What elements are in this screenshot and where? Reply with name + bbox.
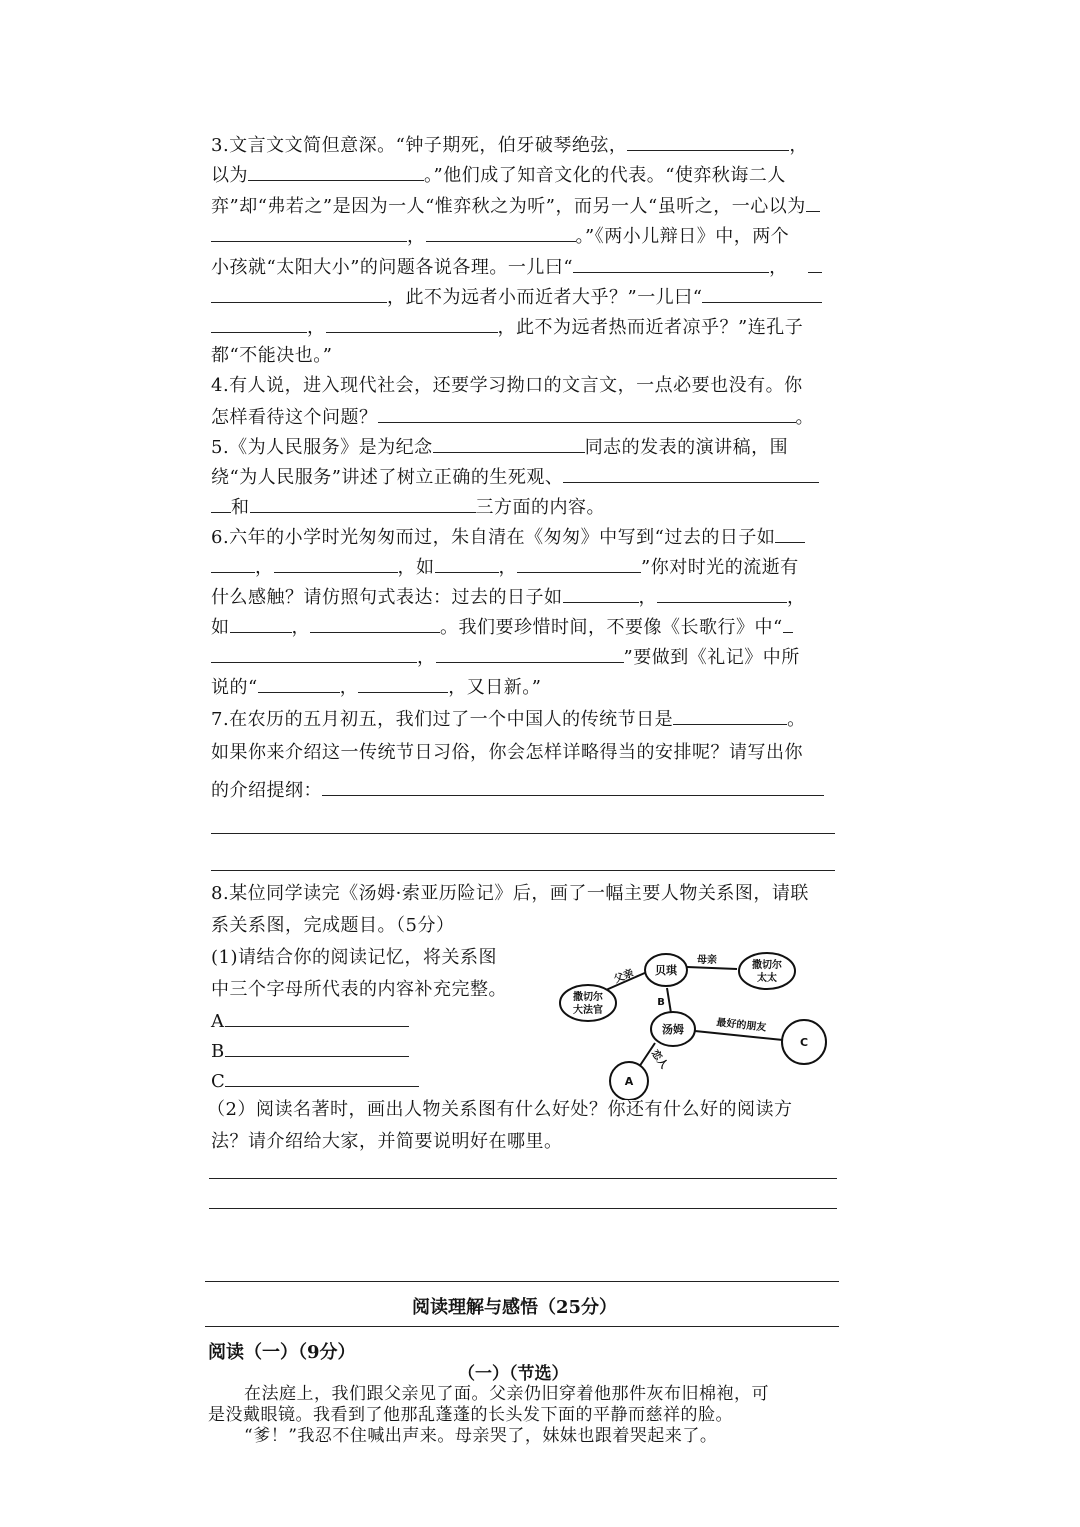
answer-blank[interactable] xyxy=(378,404,796,423)
q8-answer-a: A xyxy=(211,1008,409,1034)
answer-blank[interactable] xyxy=(211,284,387,303)
answer-blank[interactable] xyxy=(211,314,307,333)
node-judge-label-2: 大法官 xyxy=(573,1005,603,1016)
edge-lover-label: 恋人 xyxy=(648,1048,670,1071)
q8-line-2: 系关系图，完成题目。（5分） xyxy=(211,915,455,936)
node-a-label: A xyxy=(624,1075,634,1088)
answer-line[interactable] xyxy=(209,1208,837,1209)
answer-blank[interactable] xyxy=(274,554,398,573)
answer-blank[interactable] xyxy=(230,614,292,633)
edge-friend-label: 最好的朋友 xyxy=(715,1017,767,1034)
answer-blank[interactable] xyxy=(783,614,793,633)
answer-blank[interactable] xyxy=(673,706,787,725)
q6-line-5: ， ”要做到《礼记》中所 xyxy=(211,644,800,670)
q3-line-5: 小孩就“太阳大小”的问题各说各理。一儿曰“ ， xyxy=(211,254,822,280)
q5-line-1: 5.《为人民服务》是为纪念 同志的发表的演讲稿，围 xyxy=(211,434,788,460)
q8-answer-c: C xyxy=(211,1068,419,1094)
answer-blank[interactable] xyxy=(250,494,476,513)
answer-blank[interactable] xyxy=(211,223,407,242)
section-bottom-rule xyxy=(205,1326,839,1327)
node-mrs-label-1: 撒切尔 xyxy=(752,960,782,971)
edge-mother xyxy=(687,967,737,969)
q6-line-1: 6.六年的小学时光匆匆而过，朱自清在《匆匆》中写到“过去的日子如 xyxy=(211,524,805,550)
q8-line-1: 8.某位同学读完《汤姆·索亚历险记》后，画了一幅主要人物关系图，请联 xyxy=(211,883,809,904)
node-mrs-label-2: 太太 xyxy=(757,973,777,984)
q8-part1-line-1: (1)请结合你的阅读记忆，将关系图 xyxy=(211,947,497,968)
q3-line-4: ， 。”《两小儿辩日》中，两个 xyxy=(211,223,789,249)
answer-blank-b[interactable] xyxy=(225,1038,409,1057)
answer-line[interactable] xyxy=(209,1178,837,1179)
edge-mother-label: 母亲 xyxy=(697,955,717,966)
answer-blank[interactable] xyxy=(808,254,822,273)
answer-blank[interactable] xyxy=(433,434,585,453)
q3-line-6: ，此不为远者小而近者大乎？”一儿曰“ xyxy=(211,284,822,310)
answer-line[interactable] xyxy=(211,870,835,871)
answer-blank[interactable] xyxy=(211,554,255,573)
answer-blank[interactable] xyxy=(358,674,448,693)
answer-blank[interactable] xyxy=(657,584,787,603)
answer-blank[interactable] xyxy=(435,554,499,573)
answer-blank[interactable] xyxy=(326,314,498,333)
q4-line-1: 4.有人说，进入现代社会，还要学习拗口的文言文，一点必要也没有。你 xyxy=(211,375,803,396)
answer-blank[interactable] xyxy=(806,193,820,212)
answer-blank[interactable] xyxy=(310,614,440,633)
answer-blank[interactable] xyxy=(775,524,805,543)
answer-blank-c[interactable] xyxy=(225,1068,419,1087)
q5-line-3: 和 三方面的内容。 xyxy=(211,494,605,520)
answer-blank[interactable] xyxy=(563,584,639,603)
q3-line-2: 以为 。”他们成了知音文化的代表。“使弈秋诲二人 xyxy=(211,162,786,188)
answer-blank[interactable] xyxy=(211,494,231,513)
q3-line-8: 都“不能决也。” xyxy=(211,345,333,366)
passage-line-3: “爹！”我忍不住喊出声来。母亲哭了，妹妹也跟着哭起来了。 xyxy=(244,1426,718,1446)
answer-line[interactable] xyxy=(211,833,835,834)
edge-b xyxy=(667,988,671,1013)
answer-blank[interactable] xyxy=(322,777,824,796)
q7-line-3: 的介绍提纲： xyxy=(211,777,824,803)
answer-blank[interactable] xyxy=(702,284,822,303)
edge-father-label: 父亲 xyxy=(612,967,636,986)
q6-line-3: 什么感触？请仿照句式表达：过去的日子如 ， ， xyxy=(211,584,806,610)
answer-blank[interactable] xyxy=(627,132,789,151)
q6-line-2: ， ，如 ， ”你对时光的流逝有 xyxy=(211,554,799,580)
answer-blank[interactable] xyxy=(573,254,769,273)
node-c-label: C xyxy=(799,1036,809,1049)
character-relationship-diagram xyxy=(555,945,835,1100)
edge-friend xyxy=(695,1031,783,1040)
passage-line-2: 是没戴眼镜。我看到了他那乱蓬蓬的长头发下面的平静而慈祥的脸。 xyxy=(208,1405,733,1425)
node-tom-label: 汤姆 xyxy=(662,1023,684,1036)
answer-blank[interactable] xyxy=(436,644,624,663)
section-top-rule xyxy=(205,1281,839,1282)
q8-part2-line-1: （2）阅读名著时，画出人物关系图有什么好处？你还有什么好的阅读方 xyxy=(207,1099,793,1120)
node-becky-label: 贝琪 xyxy=(655,964,677,977)
q3-line-1: 3.文言文文简但意深。“钟子期死，伯牙破琴绝弦， ， xyxy=(211,132,808,158)
q4-line-2: 怎样看待这个问题？ 。 xyxy=(211,404,814,430)
node-judge-label-1: 撒切尔 xyxy=(573,992,603,1003)
q3-line-7: ， ，此不为远者热而近者凉乎？”连孔子 xyxy=(211,314,803,340)
q7-line-1: 7.在农历的五月初五，我们过了一个中国人的传统节日是 。 xyxy=(211,706,806,732)
answer-blank-a[interactable] xyxy=(225,1008,409,1027)
passage-line-1: 在法庭上，我们跟父亲见了面。父亲仍旧穿着他那件灰布旧棉袍，可 xyxy=(244,1384,769,1404)
edge-b-label: B xyxy=(657,997,665,1008)
q8-answer-b: B xyxy=(211,1038,409,1064)
answer-blank[interactable] xyxy=(426,223,576,242)
answer-blank[interactable] xyxy=(517,554,641,573)
passage-title: （一）（节选） xyxy=(458,1364,569,1384)
q8-part2-line-2: 法？请介绍给大家，并简要说明好在哪里。 xyxy=(211,1131,563,1152)
answer-blank[interactable] xyxy=(248,162,424,181)
reading-heading: 阅读（一）（9分） xyxy=(208,1342,356,1363)
q6-line-4: 如 ， 。我们要珍惜时间，不要像《长歌行》中“ xyxy=(211,614,793,640)
answer-blank[interactable] xyxy=(258,674,340,693)
q8-part1-line-2: 中三个字母所代表的内容补充完整。 xyxy=(211,979,507,1000)
answer-blank[interactable] xyxy=(211,644,417,663)
q6-line-6: 说的“ ， ，又日新。” xyxy=(211,674,541,700)
q3-line-3: 弈”却“弗若之”是因为一人“惟弈秋之为听”，而另一人“虽听之，一心以为 xyxy=(211,193,820,219)
q7-line-2: 如果你来介绍这一传统节日习俗，你会怎样详略得当的安排呢？请写出你 xyxy=(211,742,803,763)
answer-blank[interactable] xyxy=(563,464,819,483)
q5-line-2: 绕“为人民服务”讲述了树立正确的生死观、 xyxy=(211,464,819,490)
section-title: 阅读理解与感悟（25分） xyxy=(412,1297,618,1318)
